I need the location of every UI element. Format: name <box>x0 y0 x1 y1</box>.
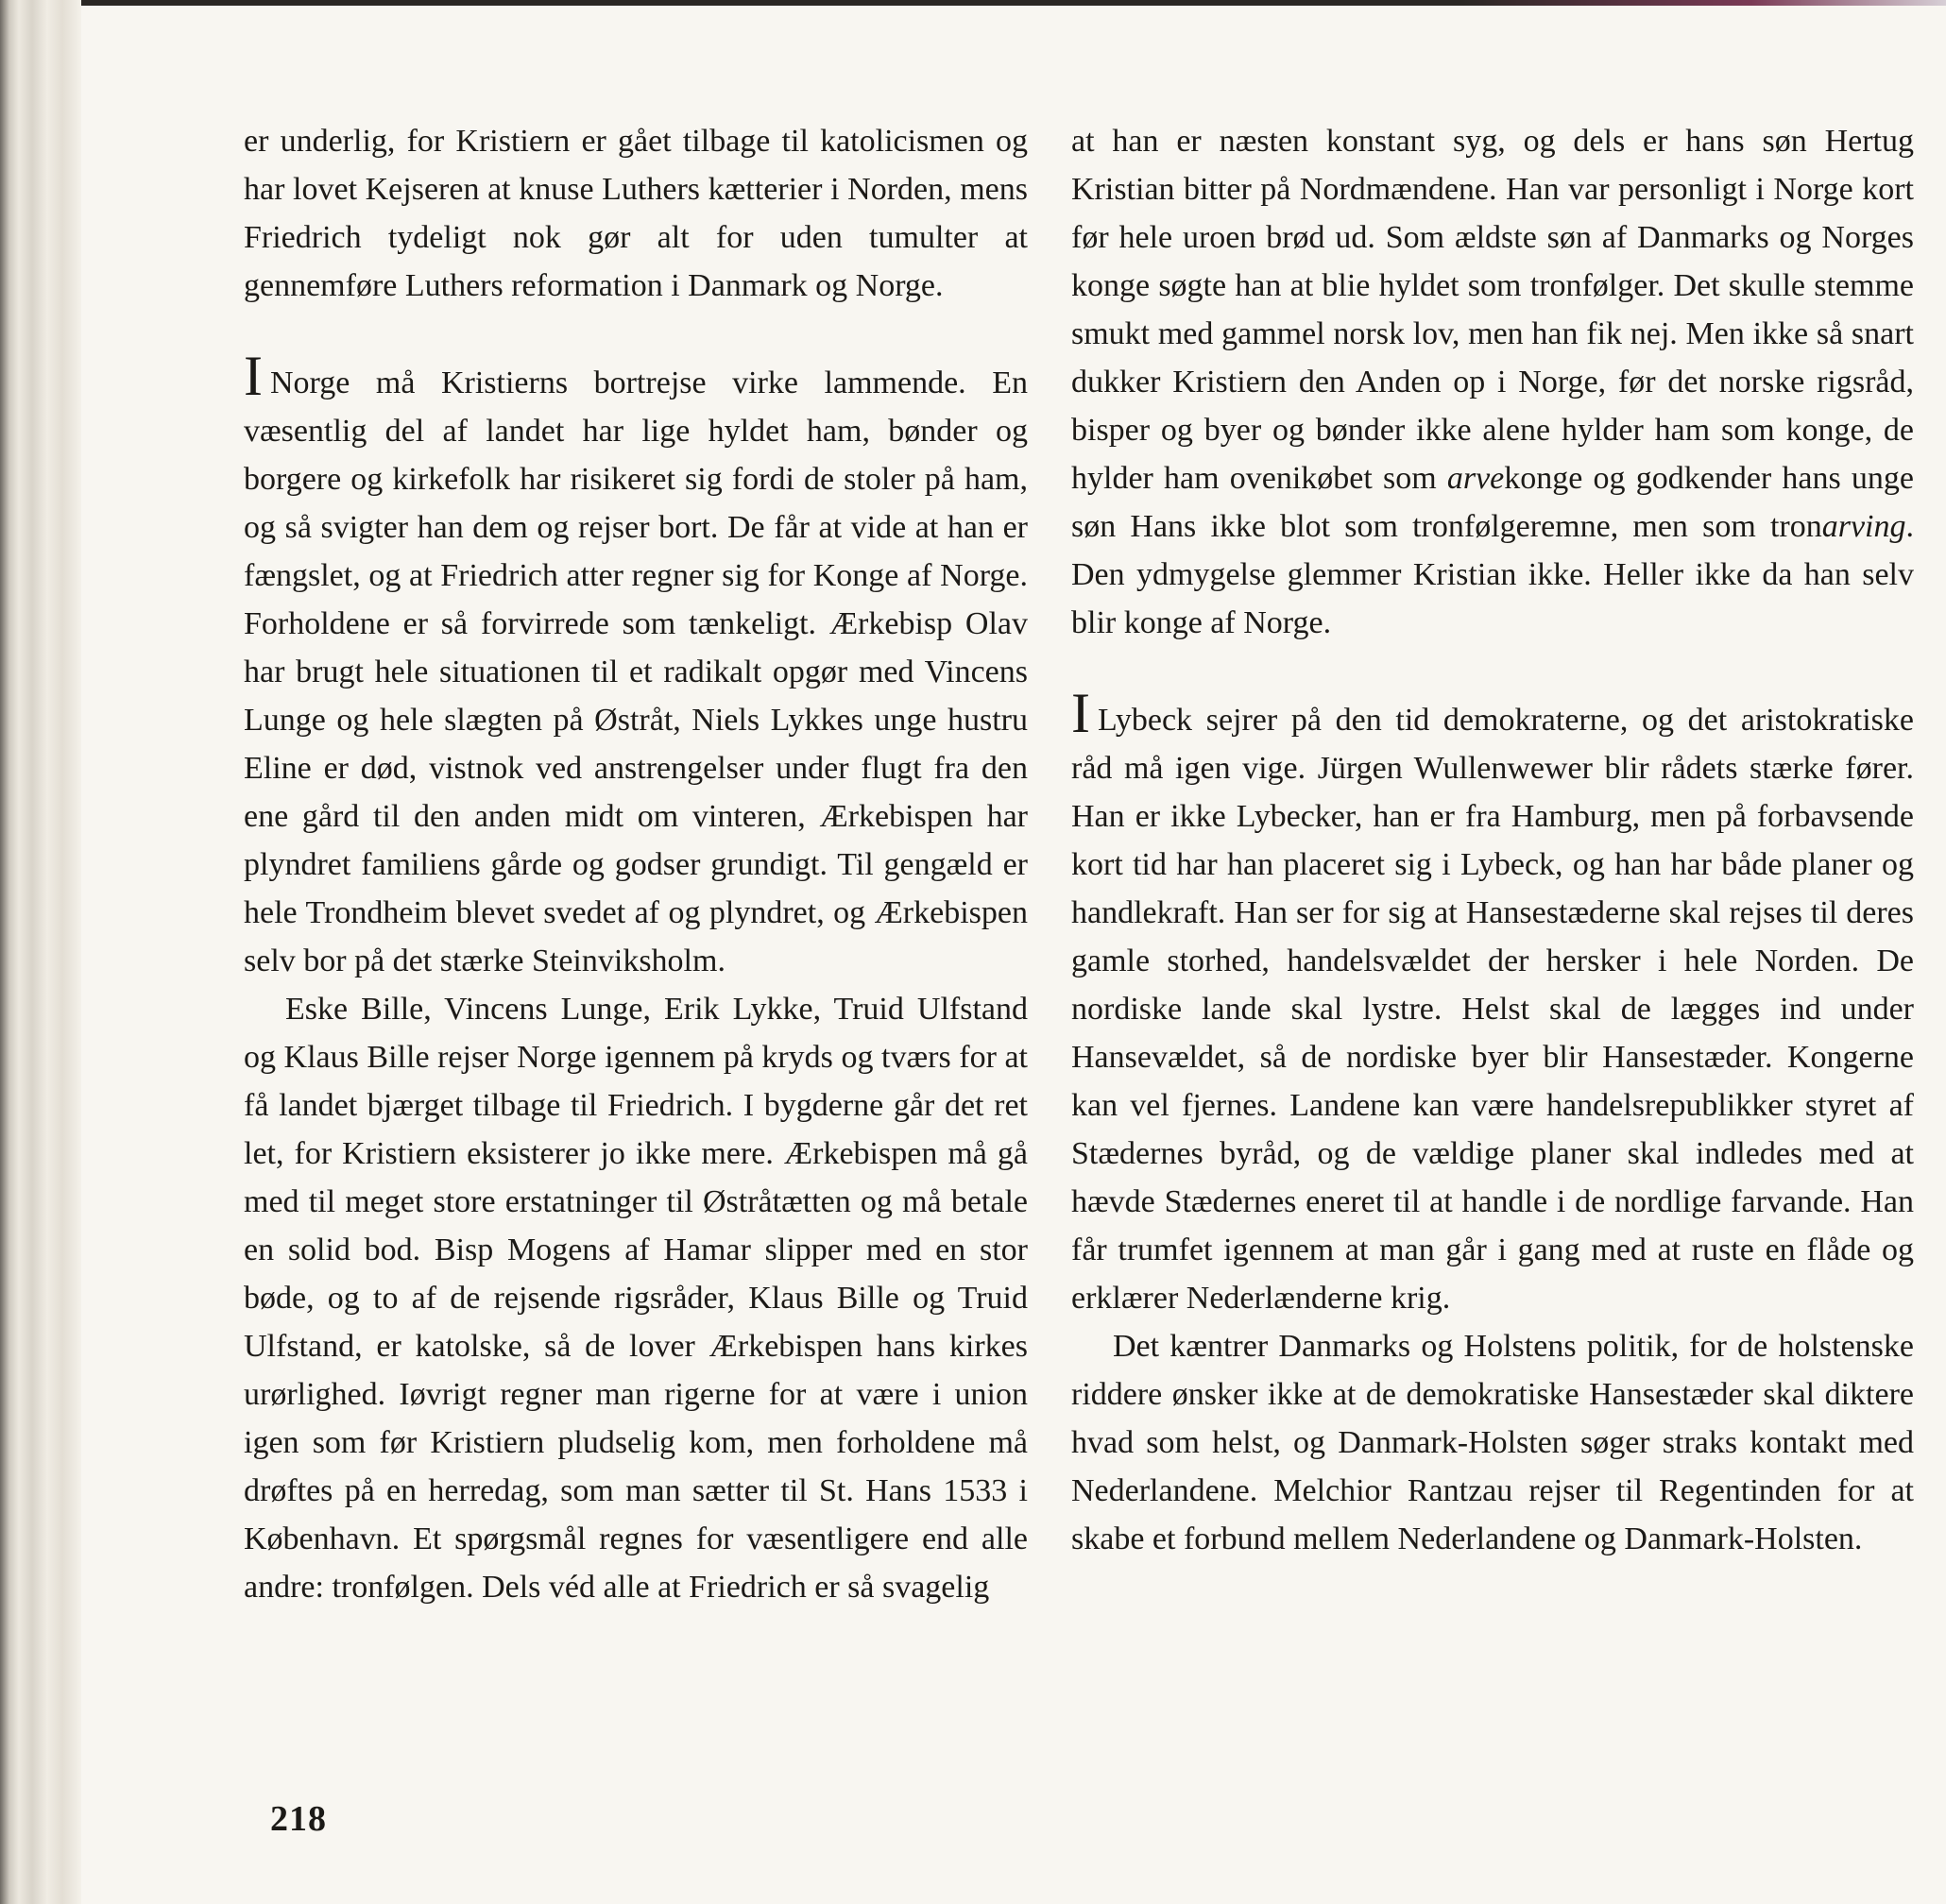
page-number: 218 <box>270 1799 327 1839</box>
paragraph-text: konge og godkender hans unge søn Hans ikke blot som tronfølgeremne, men som tron <box>1071 461 1914 544</box>
paragraph-text: . Den ydmygelse glemmer Kristian ikke. Heller ikke da han selv blir konge af Norge. <box>1071 509 1914 640</box>
drop-cap: I <box>244 345 263 407</box>
italic-text: arve <box>1446 461 1505 496</box>
paragraph-text: Lybeck sejrer på den tid demokraterne, og det aristokratiske råd må igen vige. Jürgen Wullenwewer blir rådets stærke fører. Han er ikke Lybecker, han er fra Hamburg, men på forbavsende kort tid har han placeret sig i Lybeck, og han har både planer og handlekraft. Han ser for sig at Hansestæderne skal rejses til deres gamle storhed, handelsvældet der hersker i hele Norden. De nordiske lande skal lystre. Helst skal de lægges ind under Hansevældet, så de nordiske byer blir Hansestæder. Kongerne kan vel fjernes. Landene kan være handelsrepublikker styret af Stædernes byråd, og de vældige planer skal indledes med at hævde Stædernes eneret til at handle i de nordlige farvande. Han får trumfet igennem at man går i gang med at ruste en flåde og erklærer Nederlænderne krig. <box>1071 703 1914 1316</box>
book-binding-edge <box>0 0 81 1904</box>
paragraph-with-dropcap <box>244 345 1028 985</box>
drop-cap: I <box>1071 682 1090 744</box>
paragraph-text: at han er næsten konstant syg, og dels er hans søn Hertug Kristian bitter på Nordmændene. Han var personligt i Norge kort før hele uroen brød ud. Som ældste søn af Danmarks og Norges konge søgte han at blie hyldet som tronfølger. Det skulle stemme smukt med gammel norsk lov, men han fik nej. Men ikke så snart dukker Kristiern den Anden op i Norge, før det norske rigsråd, bisper og byer og bønder ikke alene hylder ham som konge, de hylder ham ovenikøbet som <box>1071 124 1914 496</box>
paragraph <box>1071 117 1914 647</box>
left-text-column <box>244 117 1028 1611</box>
paragraph: Eske Bille, Vincens Lunge, Erik Lykke, Truid Ulfstand og Klaus Bille rejser Norge igennem på kryds og tværs for at få landet bjærget tilbage til Friedrich. I bygderne går det ret let, for Kristiern eksisterer jo ikke mere. Ærkebispen må gå med til meget store erstatninger til Østråtætten og må betale en solid bod. Bisp Mogens af Hamar slipper med en stor bøde, og to af de rejsende rigsråder, Klaus Bille og Truid Ulfstand, er katolske, så de lover Ærkebispen hans kirkes urørlighed. Iøvrigt regner man rigerne for at være i union igen som før Kristiern pludselig kom, men forholdene må drøftes på en herredag, som man sætter til St. Hans 1533 i København. Et spørgsmål regnes for væsentligere end alle andre: tronfølgen. Dels véd alle at Friedrich er så svagelig <box>244 992 1028 1605</box>
paragraph-with-dropcap <box>1071 682 1914 1322</box>
italic-text: arving <box>1821 509 1906 544</box>
paragraph: Det kæntrer Danmarks og Holstens politik, for de holstenske riddere ønsker ikke at de demokratiske Hansestæder skal diktere hvad som helst, og Danmark-Holsten søger straks kontakt med Nederlandene. Melchior Rantzau rejser til Regentinden for at skabe et forbund mellem Nederlandene og Danmark-Holsten. <box>1071 1329 1914 1556</box>
paragraph-text: Norge må Kristierns bortrejse virke lammende. En væsentlig del af landet har lige hyldet ham, bønder og borgere og kirkefolk har risikeret sig fordi de stoler på ham, og så svigter han dem og rejser bort. De får at vide at han er fængslet, og at Friedrich atter regner sig for Konge af Norge. Forholdene er så forvirrede som tænkeligt. Ærkebisp Olav har brugt hele situationen til et radikalt opgør med Vincens Lunge og hele slægten på Østråt, Niels Lykkes unge hustru Eline er død, vistnok ved anstrengelser under flugt fra den ene gård til den anden midt om vinteren, Ærkebispen har plyndret familiens gårde og godser grundigt. Til gengæld er hele Trondheim blevet svedet af og plyndret, og Ærkebispen selv bor på det stærke Steinviksholm. <box>244 366 1028 978</box>
paragraph: er underlig, for Kristiern er gået tilbage til katolicismen og har lovet Kejseren at knuse Luthers kætterier i Norden, mens Friedrich tydeligt nok gør alt for uden tumulter at gennemføre Luthers reformation i Danmark og Norge. <box>244 124 1028 303</box>
book-page <box>81 6 1946 1904</box>
right-text-column <box>1071 117 1914 1563</box>
